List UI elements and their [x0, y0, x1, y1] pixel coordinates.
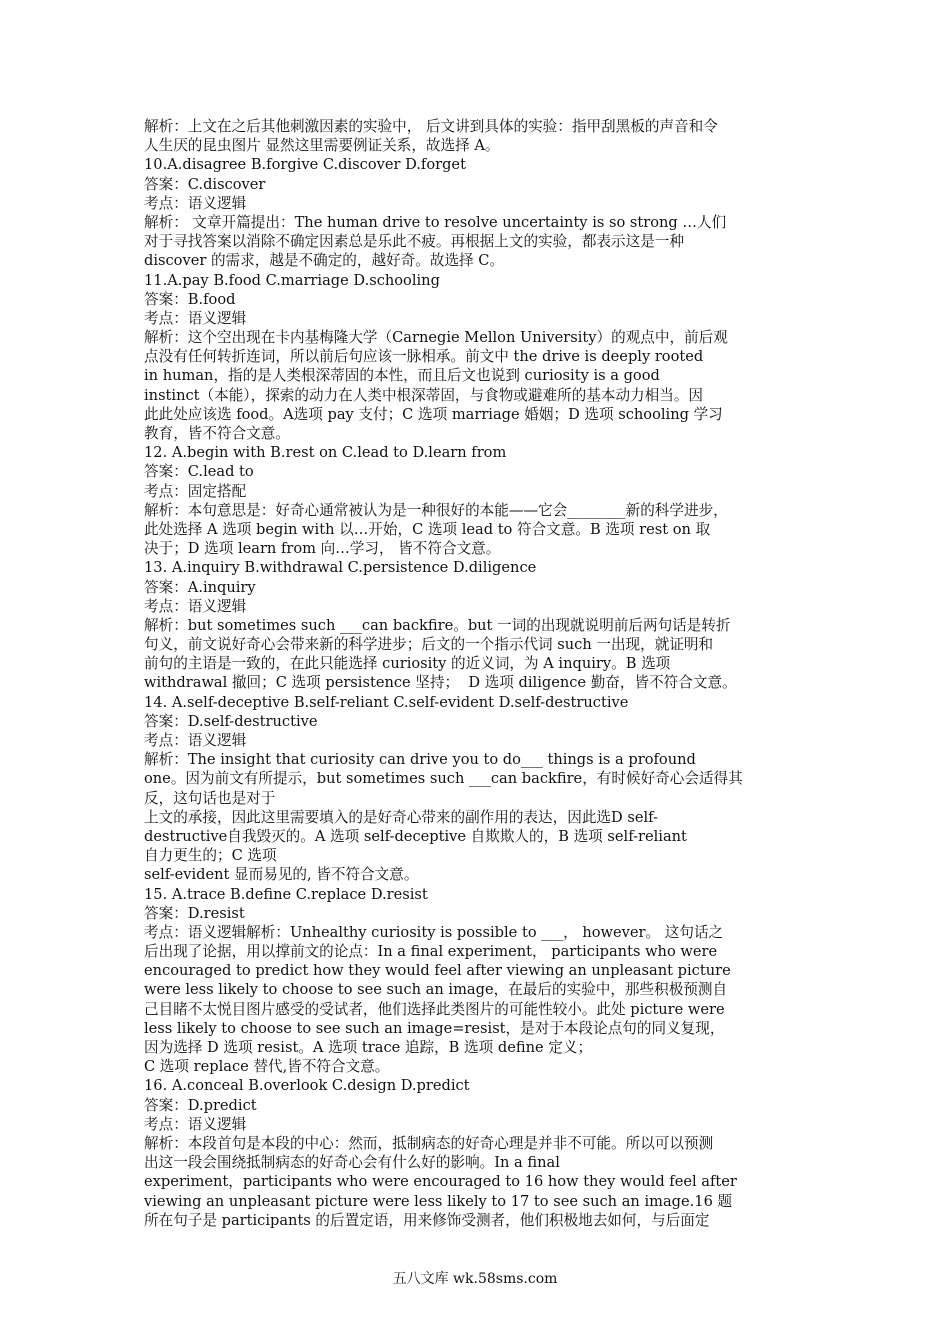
- text-line: 考点：语义逻辑: [144, 732, 247, 749]
- text-line: 16. A.conceal B.overlook C.design D.predict: [144, 1077, 470, 1095]
- text-line: 14. A.self-deceptive B.self-reliant C.self-evident D.self-destructive: [144, 693, 629, 711]
- text-line: instinct（本能），探索的动力在人类中根深蒂固，与食物或避难所的基本动力相当。因: [144, 386, 704, 404]
- text-line: 所在句子是 participants 的后置定语，用来修饰受测者，他们积极地去如何，与后面定: [144, 1211, 710, 1229]
- text-line: 答案：D.resist: [144, 904, 245, 922]
- text-line: self-evident 显而易见的, 皆不符合文意。: [144, 866, 419, 884]
- text-line: 考点：语义逻辑: [144, 194, 247, 212]
- text-line: 教育，皆不符合文意。: [144, 425, 290, 442]
- text-line: viewing an unpleasant picture were less likely to 17 to see such an image.16 题: [144, 1192, 733, 1210]
- text-line: 后出现了论据，用以撑前文的论点：In a final experiment， participants who were: [144, 943, 718, 961]
- text-line: 前句的主语是一致的，在此只能选择 curiosity 的近义词，为 A inquiry。B 选项: [144, 655, 671, 673]
- text-line: one。因为前文有所提示，but sometimes such ___can backfire，有时候好奇心会适得其: [144, 770, 743, 788]
- text-line: discover 的需求，越是不确定的，越好奇。故选择 C。: [144, 252, 505, 270]
- text-line: 己目睹不太悦目图片感受的受试者，他们选择此类图片的可能性较小。此处 picture were: [144, 1000, 725, 1018]
- text-line: 答案：D.self-destructive: [144, 712, 318, 730]
- text-line: 因为选择 D 选项 resist。A 选项 trace 追踪，B 选项 define 定义；: [144, 1039, 593, 1056]
- text-line: 解析：本句意思是：好奇心通常被认为是一种很好的本能——它会________新的科学进步，: [144, 501, 728, 519]
- text-line: withdrawal 撤回；C 选项 persistence 坚持； D 选项 diligence 勤奋，皆不符合文意。: [144, 674, 737, 692]
- text-line: 解析：本段首句是本段的中心：然而，抵制病态的好奇心理是并非不可能。所以可以预测: [144, 1134, 714, 1152]
- text-line: 解析：这个空出现在卡内基梅隆大学（Carnegie Mellon University）的观点中，前后观: [144, 329, 728, 347]
- text-line: 考点：语义逻辑: [144, 597, 247, 615]
- text-line: were less likely to choose to see such an image，在最后的实验中，那些积极预测自: [144, 981, 728, 999]
- text-line: 点没有任何转折连词，所以前后句应该一脉相承。前文中 the drive is deeply rooted: [144, 348, 704, 366]
- text-line: 考点：语义逻辑解析：Unhealthy curiosity is possible to ___， however。 这句话之: [144, 923, 724, 941]
- text-line: destructive自我毁灭的。A 选项 self-deceptive 自欺欺人的，B 选项 self-reliant: [144, 827, 687, 845]
- text-line: 10.A.disagree B.forgive C.discover D.forget: [144, 156, 466, 174]
- text-line: 12. A.begin with B.rest on C.lead to D.learn from: [144, 444, 507, 462]
- text-line: 人生厌的昆虫图片 显然这里需要例证关系，故选择 A。: [144, 137, 500, 155]
- text-line: 决于；D 选项 learn from 向…学习， 皆不符合文意。: [144, 540, 501, 558]
- text-line: 考点：语义逻辑: [144, 309, 247, 327]
- footer-watermark: 五八文库 wk.58sms.com: [392, 1271, 558, 1287]
- text-line: 答案：C.discover: [144, 175, 266, 193]
- text-line: 句义，前文说好奇心会带来新的科学进步；后文的一个指示代词 such 一出现，就证明和: [144, 636, 714, 654]
- text-line: 13. A.inquiry B.withdrawal C.persistence D.diligence: [144, 559, 537, 577]
- text-line: 解析：上文在之后其他刺激因素的实验中， 后文讲到具体的实验：指甲刮黑板的声音和令: [144, 118, 718, 135]
- text-line: 反，这句话也是对于: [144, 789, 276, 807]
- text-line: 答案：D.predict: [144, 1096, 257, 1114]
- text-line: 对于寻找答案以消除不确定因素总是乐此不疲。再根据上文的实验，都表示这是一种: [144, 233, 684, 251]
- text-line: 考点：固定搭配: [144, 482, 247, 500]
- text-line: 此此处应该选 food。A选项 pay 支付；C 选项 marriage 婚姻；D 选项 schooling 学习: [144, 405, 723, 423]
- text-line: 答案：A.inquiry: [144, 578, 256, 596]
- text-line: 解析：but sometimes such ___can backfire。but 一词的出现就说明前后两句话是转折: [144, 616, 731, 634]
- text-line: less likely to choose to see such an image=resist，是对于本段论点句的同义复现，: [144, 1019, 725, 1037]
- text-line: 解析： 文章开篇提出：The human drive to resolve uncertainty is so strong …人们: [144, 213, 727, 231]
- text-line: 考点：语义逻辑: [144, 1115, 247, 1133]
- text-line: 出这一段会围绕抵制病态的好奇心会有什么好的影响。In a final: [144, 1154, 560, 1172]
- text-line: 此处选择 A 选项 begin with 以…开始，C 选项 lead to 符合文意。B 选项 rest on 取: [144, 520, 711, 538]
- text-line: in human，指的是人类根深蒂固的本性，而且后文也说到 curiosity is a good: [144, 367, 660, 385]
- text-line: 答案：C.lead to: [144, 463, 254, 481]
- text-line: 答案：B.food: [144, 290, 236, 308]
- text-line: encouraged to predict how they would feel after viewing an unpleasant picture: [144, 962, 731, 980]
- text-line: C 选项 replace 替代,皆不符合文意。: [144, 1058, 390, 1076]
- text-line: 11.A.pay B.food C.marriage D.schooling: [144, 271, 440, 289]
- text-line: 15. A.trace B.define C.replace D.resist: [144, 885, 428, 903]
- text-line: 自力更生的；C 选项: [144, 847, 277, 865]
- text-line: 上文的承接，因此这里需要填入的是好奇心带来的副作用的表达，因此选D self-: [144, 808, 658, 826]
- text-line: experiment，participants who were encouraged to 16 how they would feel after: [144, 1173, 737, 1191]
- document-body: [144, 117, 809, 1230]
- text-line: 解析：The insight that curiosity can drive you to do___ things is a profound: [144, 751, 696, 769]
